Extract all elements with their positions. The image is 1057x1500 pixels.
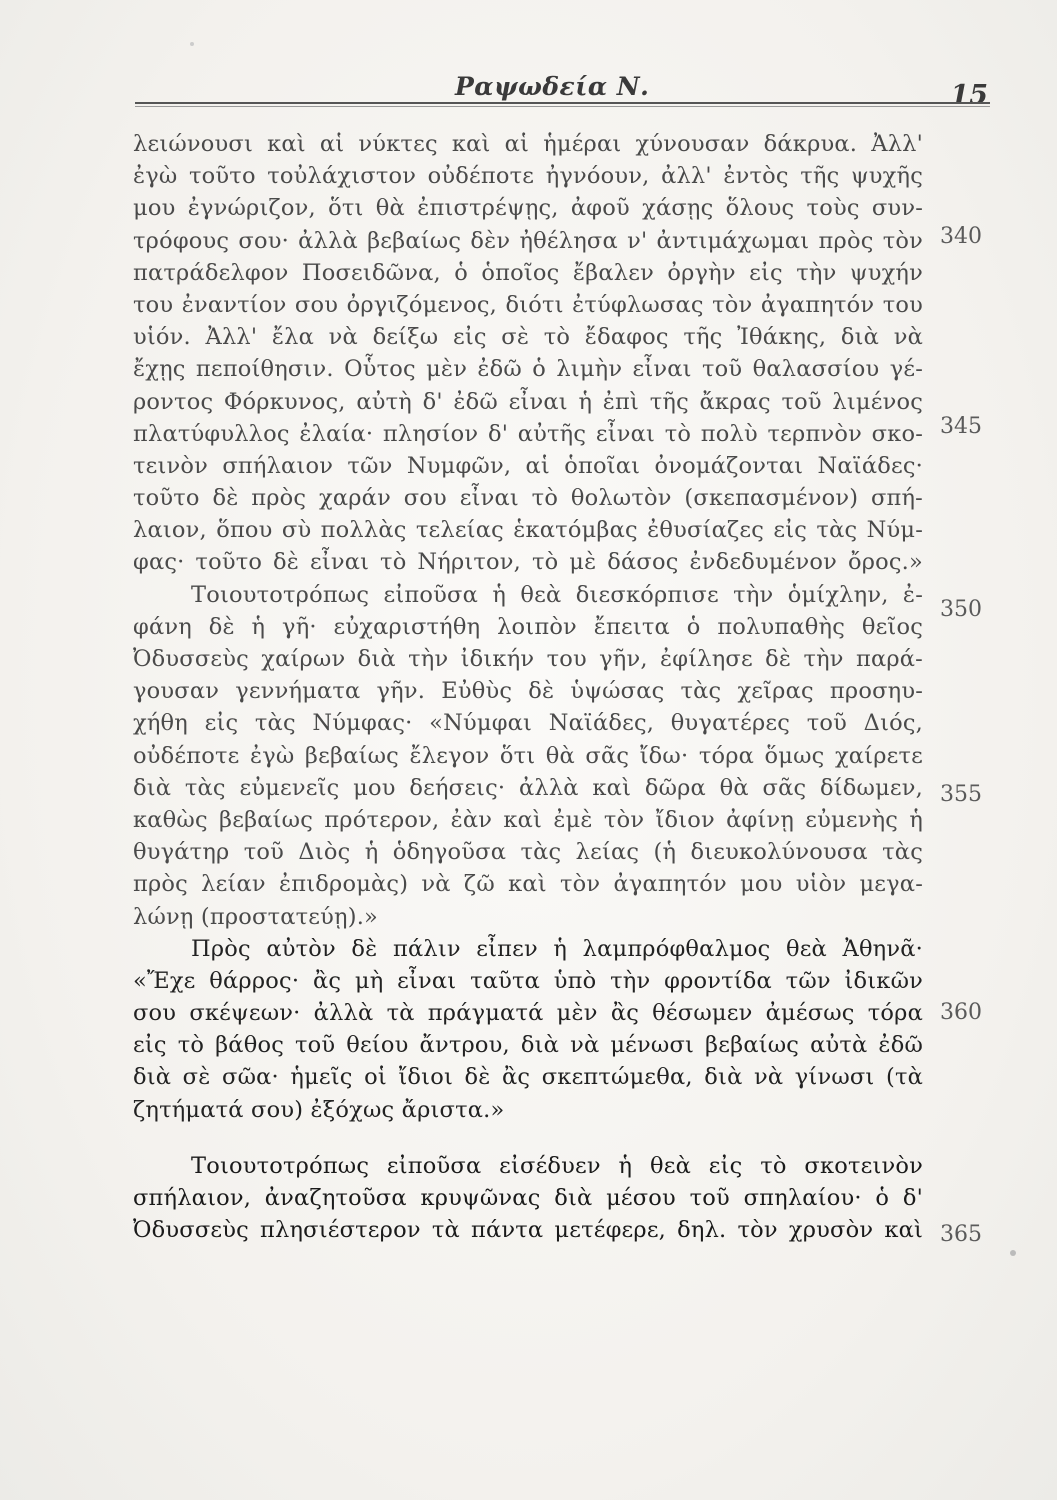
line-number: 340 bbox=[940, 224, 982, 249]
running-title: Ραψωδεία Ν. bbox=[455, 72, 650, 101]
text-line: «Ἔχε θάρρος· ἂς μὴ εἶναι ταῦτα ὑπὸ τὴν φροντίδα τῶν ἰδικῶν bbox=[133, 967, 923, 994]
body-text bbox=[133, 128, 923, 1246]
text-line: σπήλαιον, ἀναζητοῦσα κρυψῶνας διὰ μέσου τοῦ σπηλαίου· ὁ δ' bbox=[133, 1185, 923, 1211]
text-line: τεινὸν σπήλαιον τῶν Νυμφῶν, αἱ ὁποῖαι ὀνομάζονται Ναϊάδες· bbox=[133, 452, 923, 479]
header-rule bbox=[135, 102, 990, 104]
text-line: φας· τοῦτο δὲ εἶναι τὸ Νήριτον, τὸ μὲ δάσος ἐνδεδυμένον ὄρος.» bbox=[133, 549, 923, 576]
text-line: λειώνουσι καὶ αἱ νύκτες καὶ αἱ ἡμέραι χύνουσαν δάκρυα. Ἀλλ' bbox=[133, 131, 923, 157]
line-number: 360 bbox=[940, 1000, 982, 1025]
text-line: Ὀδυσσεὺς πλησιέστερον τὰ πάντα μετέφερε, δηλ. τὸν χρυσὸν καὶ bbox=[133, 1217, 923, 1244]
text-line: πλατύφυλλος ἐλαία· πλησίον δ' αὐτῆς εἶναι τὸ πολὺ τερπνὸν σκο- bbox=[133, 420, 923, 447]
print-speck bbox=[1010, 1250, 1016, 1256]
text-line: μου ἐγνώριζον, ὅτι θὰ ἐπιστρέψῃς, ἀφοῦ χάσῃς ὅλους τοὺς συν- bbox=[133, 195, 923, 222]
page-header bbox=[135, 70, 990, 110]
text-line: χήθη εἰς τὰς Νύμφας· «Νύμφαι Ναϊάδες, θυγατέρες τοῦ Διός, bbox=[133, 710, 923, 737]
text-line: οὐδέποτε ἐγὼ βεβαίως ἔλεγον ὅτι θὰ σᾶς ἴδω· τόρα ὅμως χαίρετε bbox=[133, 742, 923, 769]
text-line: διὰ σὲ σῶα· ἡμεῖς οἱ ἴδιοι δὲ ἂς σκεπτώμεθα, διὰ νὰ γίνωσι (τὰ bbox=[133, 1064, 923, 1091]
text-line: Τοιουτοτρόπως εἰποῦσα εἰσέδυεν ἡ θεὰ εἰς τὸ σκοτεινὸν bbox=[191, 1152, 923, 1179]
text-line: του ἐναντίον σου ὀργιζόμενος, διότι ἐτύφλωσας τὸν ἀγαπητόν του bbox=[133, 291, 923, 318]
page-number: 15 bbox=[950, 80, 988, 111]
line-number: 355 bbox=[940, 782, 982, 807]
text-line: Τοιουτοτρόπως εἰποῦσα ἡ θεὰ διεσκόρπισε τὴν ὁμίχλην, ἐ- bbox=[191, 581, 923, 608]
text-line: πατράδελφον Ποσειδῶνα, ὁ ὁποῖος ἔβαλεν ὀργὴν εἰς τὴν ψυχήν bbox=[133, 259, 923, 286]
text-line: ἔχῃς πεποίθησιν. Οὗτος μὲν ἐδῶ ὁ λιμὴν εἶναι τοῦ θαλασσίου γέ- bbox=[133, 356, 923, 383]
text-line: ἐγὼ τοῦτο τοὐλάχιστον οὐδέποτε ἠγνόουν, ἀλλ' ἐντὸς τῆς ψυχῆς bbox=[133, 163, 923, 190]
text-line: ροντος Φόρκυνος, αὐτὴ δ' ἐδῶ εἶναι ἡ ἐπὶ τῆς ἄκρας τοῦ λιμένος bbox=[133, 388, 923, 415]
text-line: υἱόν. Ἀλλ' ἔλα νὰ δείξω εἰς σὲ τὸ ἔδαφος τῆς Ἰθάκης, διὰ νὰ bbox=[133, 324, 923, 351]
text-line: φάνη δὲ ἡ γῆ· εὐχαριστήθη λοιπὸν ἔπειτα ὁ πολυπαθὴς θεῖος bbox=[133, 613, 923, 640]
text-line: τοῦτο δὲ πρὸς χαράν σου εἶναι τὸ θολωτὸν (σκεπασμένον) σπή- bbox=[133, 485, 923, 512]
line-number: 365 bbox=[940, 1222, 982, 1247]
text-line: θυγάτηρ τοῦ Διὸς ἡ ὁδηγοῦσα τὰς λείας (ἡ διευκολύνουσα τὰς bbox=[133, 839, 923, 866]
text-line: τρόφους σου· ἀλλὰ βεβαίως δὲν ἠθέλησα ν' ἀντιμάχωμαι πρὸς τὸν bbox=[133, 227, 923, 254]
text-line: καθὼς βεβαίως πρότερον, ἐὰν καὶ ἐμὲ τὸν ἴδιον ἀφίνῃ εὐμενὴς ἡ bbox=[133, 806, 923, 833]
text-line: Πρὸς αὐτὸν δὲ πάλιν εἶπεν ἡ λαμπρόφθαλμος θεὰ Ἀθηνᾶ· bbox=[191, 935, 923, 962]
text-line: διὰ τὰς εὐμενεῖς μου δεήσεις· ἀλλὰ καὶ δῶρα θὰ σᾶς δίδωμεν, bbox=[133, 774, 923, 801]
text-line: λώνῃ (προστατεύῃ).» bbox=[133, 903, 379, 930]
print-speck bbox=[190, 42, 194, 46]
line-number: 345 bbox=[940, 414, 982, 439]
text-line: σου σκέψεων· ἀλλὰ τὰ πράγματά μὲν ἂς θέσωμεν ἀμέσως τόρα bbox=[133, 1000, 923, 1027]
text-line: γουσαν γεννήματα γῆν. Εὐθὺς δὲ ὑψώσας τὰς χεῖρας προσηυ- bbox=[133, 678, 923, 705]
text-line: ζητήματά σου) ἐξόχως ἄριστα.» bbox=[133, 1096, 505, 1123]
header-rule-thin bbox=[135, 106, 990, 107]
text-line: πρὸς λείαν ἐπιδρομὰς) νὰ ζῶ καὶ τὸν ἀγαπητόν μου υἱὸν μεγα- bbox=[133, 871, 923, 898]
line-number: 350 bbox=[940, 597, 982, 622]
text-line: εἰς τὸ βάθος τοῦ θείου ἄντρου, διὰ νὰ μένωσι βεβαίως αὐτὰ ἐδῶ bbox=[133, 1032, 923, 1059]
text-line: Ὀδυσσεὺς χαίρων διὰ τὴν ἰδικήν του γῆν, ἐφίλησε δὲ τὴν παρά- bbox=[133, 646, 923, 672]
text-line: λαιον, ὅπου σὺ πολλὰς τελείας ἑκατόμβας ἐθυσίαζες εἰς τὰς Νύμ- bbox=[133, 517, 923, 544]
paragraph-gap bbox=[133, 1126, 923, 1150]
